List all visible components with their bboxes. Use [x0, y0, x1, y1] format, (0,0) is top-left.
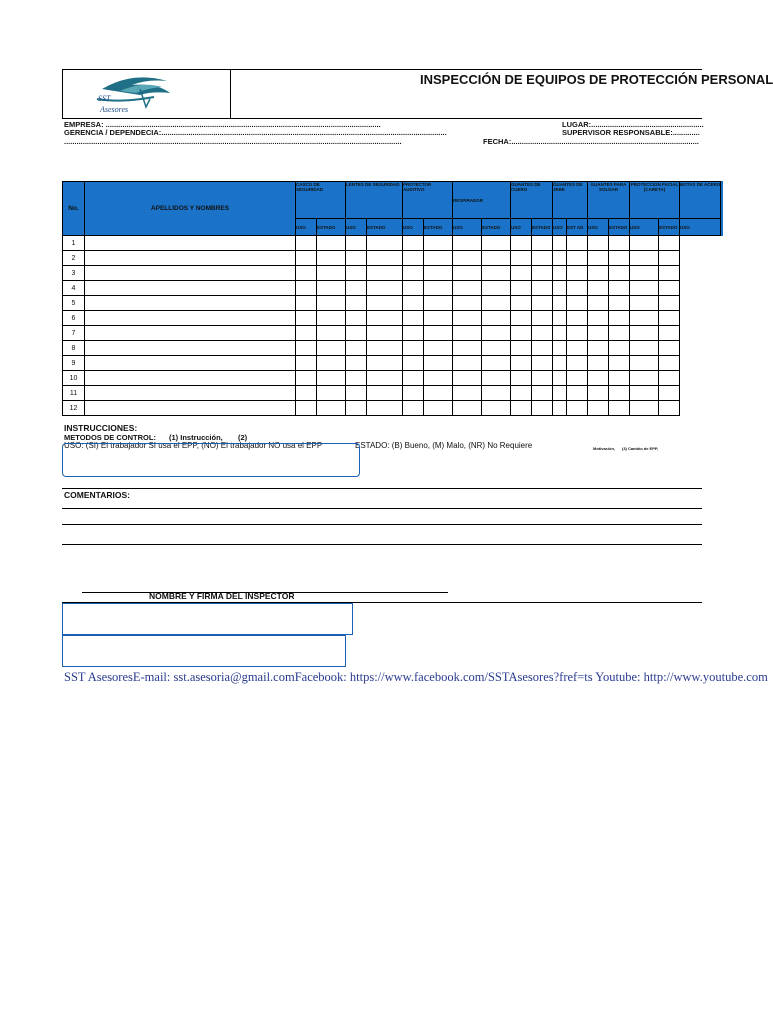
- sub-header: USO: [346, 219, 367, 236]
- col-no-header: No.: [63, 182, 85, 236]
- sub-header: USO: [511, 219, 532, 236]
- check-cell[interactable]: [317, 236, 346, 251]
- sub-header: ESTADO: [367, 219, 403, 236]
- sub-header: ESTADO: [424, 219, 453, 236]
- check-cell[interactable]: [453, 251, 482, 266]
- check-cell[interactable]: [367, 251, 403, 266]
- check-cell[interactable]: [346, 371, 367, 386]
- comment-line: [62, 524, 702, 525]
- check-cell[interactable]: [588, 341, 609, 356]
- check-cell[interactable]: [511, 326, 532, 341]
- check-cell[interactable]: [317, 341, 346, 356]
- table-body: [63, 236, 721, 416]
- group-header: RESPIRADOR: [453, 182, 511, 219]
- check-cell[interactable]: [511, 281, 532, 296]
- footer-contact: SST AsesoresE-mail: sst.asesoria@gmail.comFacebook: https://www.facebook.com/SSTAsesores?fref=ts Youtube: http://www.youtube.com: [64, 670, 768, 684]
- sub-header: ESTADO: [482, 219, 511, 236]
- check-cell[interactable]: [453, 341, 482, 356]
- group-header: PROTECCION FACIAL (CARETA): [630, 182, 680, 219]
- check-cell[interactable]: [367, 311, 403, 326]
- check-cell[interactable]: [553, 236, 567, 251]
- check-cell[interactable]: [609, 326, 630, 341]
- check-cell[interactable]: [424, 311, 453, 326]
- row-number: 4: [63, 281, 85, 296]
- check-cell[interactable]: [424, 371, 453, 386]
- table-row: [63, 371, 721, 386]
- check-cell[interactable]: [630, 251, 659, 266]
- check-cell[interactable]: [553, 386, 567, 401]
- check-cell[interactable]: [296, 266, 317, 281]
- table-row: [63, 341, 721, 356]
- check-cell[interactable]: [346, 266, 367, 281]
- check-cell[interactable]: [511, 296, 532, 311]
- signature-box: [62, 603, 353, 635]
- check-cell[interactable]: [588, 401, 609, 416]
- check-cell[interactable]: [553, 266, 567, 281]
- check-cell[interactable]: [659, 281, 680, 296]
- check-cell[interactable]: [346, 296, 367, 311]
- check-cell[interactable]: [296, 341, 317, 356]
- check-cell[interactable]: [630, 326, 659, 341]
- check-cell[interactable]: [511, 386, 532, 401]
- comment-line: [62, 544, 702, 545]
- check-cell[interactable]: [659, 356, 680, 371]
- check-cell[interactable]: [511, 356, 532, 371]
- table-row: [63, 386, 721, 401]
- check-cell[interactable]: [532, 341, 553, 356]
- check-cell[interactable]: [532, 281, 553, 296]
- check-cell[interactable]: [453, 236, 482, 251]
- check-cell[interactable]: [453, 311, 482, 326]
- check-cell[interactable]: [453, 281, 482, 296]
- check-cell[interactable]: [553, 371, 567, 386]
- check-cell[interactable]: [659, 341, 680, 356]
- check-cell[interactable]: [532, 311, 553, 326]
- check-cell[interactable]: [511, 251, 532, 266]
- logo-text-asesores: Asesores: [100, 105, 129, 114]
- metodo-2: (2): [238, 433, 248, 442]
- table-row: [63, 401, 721, 416]
- row-number: 9: [63, 356, 85, 371]
- check-cell[interactable]: [424, 356, 453, 371]
- check-cell[interactable]: [630, 401, 659, 416]
- group-header: LENTES DE SEGURIDAD: [346, 182, 403, 219]
- comment-line: [62, 508, 702, 509]
- check-cell[interactable]: [367, 341, 403, 356]
- check-cell[interactable]: [532, 296, 553, 311]
- check-cell[interactable]: [609, 311, 630, 326]
- estado-legend: ESTADO: (B) Bueno, (M) Malo, (NR) No Requiere: [355, 441, 533, 450]
- check-cell[interactable]: [317, 266, 346, 281]
- name-cell[interactable]: [85, 281, 296, 296]
- check-cell[interactable]: [453, 326, 482, 341]
- check-cell[interactable]: [588, 326, 609, 341]
- row-number: 2: [63, 251, 85, 266]
- check-cell[interactable]: [659, 296, 680, 311]
- check-cell[interactable]: [367, 296, 403, 311]
- check-cell[interactable]: [588, 296, 609, 311]
- check-cell[interactable]: [511, 311, 532, 326]
- check-cell[interactable]: [532, 326, 553, 341]
- check-cell[interactable]: [367, 266, 403, 281]
- row-number: 5: [63, 296, 85, 311]
- sub-header: USO: [630, 219, 659, 236]
- check-cell[interactable]: [567, 356, 588, 371]
- table-row: [63, 296, 721, 311]
- lugar-field[interactable]: LUGAR:......................................................: [562, 120, 704, 129]
- extra-line-field[interactable]: ..................................................................................................................................................................: [64, 137, 402, 146]
- check-cell[interactable]: [296, 236, 317, 251]
- table-row: [63, 281, 721, 296]
- check-cell[interactable]: [588, 236, 609, 251]
- check-cell[interactable]: [567, 251, 588, 266]
- page-title: INSPECCIÓN DE EQUIPOS DE PROTECCIÓN PERSONAL: [420, 72, 773, 87]
- check-cell[interactable]: [453, 401, 482, 416]
- check-cell[interactable]: [453, 296, 482, 311]
- name-cell[interactable]: [85, 341, 296, 356]
- check-cell[interactable]: [609, 356, 630, 371]
- check-cell[interactable]: [630, 236, 659, 251]
- signature-label: NOMBRE Y FIRMA DEL INSPECTOR: [149, 591, 295, 601]
- check-cell[interactable]: [317, 281, 346, 296]
- check-cell[interactable]: [296, 326, 317, 341]
- metodos-label: METODOS DE CONTROL:: [64, 433, 156, 442]
- check-cell[interactable]: [659, 401, 680, 416]
- sub-header: ESTADO: [532, 219, 553, 236]
- check-cell[interactable]: [630, 386, 659, 401]
- check-cell[interactable]: [367, 356, 403, 371]
- check-cell[interactable]: [296, 356, 317, 371]
- check-cell[interactable]: [482, 326, 511, 341]
- check-cell[interactable]: [511, 341, 532, 356]
- sub-header: USO: [403, 219, 424, 236]
- check-cell[interactable]: [553, 311, 567, 326]
- check-cell[interactable]: [482, 311, 511, 326]
- check-cell[interactable]: [482, 356, 511, 371]
- check-cell[interactable]: [659, 266, 680, 281]
- check-cell[interactable]: [346, 326, 367, 341]
- check-cell[interactable]: [403, 341, 424, 356]
- check-cell[interactable]: [453, 266, 482, 281]
- group-header: GUANTES PARA SOLDAR: [588, 182, 630, 219]
- check-cell[interactable]: [532, 386, 553, 401]
- check-cell[interactable]: [630, 296, 659, 311]
- check-cell[interactable]: [296, 296, 317, 311]
- check-cell[interactable]: [482, 251, 511, 266]
- sub-header: USO: [453, 219, 482, 236]
- check-cell[interactable]: [403, 356, 424, 371]
- name-cell[interactable]: [85, 296, 296, 311]
- check-cell[interactable]: [367, 281, 403, 296]
- check-cell[interactable]: [296, 281, 317, 296]
- check-cell[interactable]: [659, 236, 680, 251]
- gerencia-field[interactable]: GERENCIA / DEPENDECIA:.........................................................................................................................................: [64, 128, 447, 137]
- check-cell[interactable]: [346, 401, 367, 416]
- check-cell[interactable]: [609, 236, 630, 251]
- check-cell[interactable]: [511, 236, 532, 251]
- group-header: GUANTES DE CUERO: [511, 182, 553, 219]
- cambio-note: (3) Cambio de EPP,: [622, 446, 659, 451]
- group-header: PROTECTOR AUDITIVO: [403, 182, 453, 219]
- inspection-table: [62, 181, 721, 416]
- check-cell[interactable]: [630, 281, 659, 296]
- check-cell[interactable]: [403, 236, 424, 251]
- check-cell[interactable]: [482, 296, 511, 311]
- check-cell[interactable]: [532, 266, 553, 281]
- check-cell[interactable]: [317, 386, 346, 401]
- check-cell[interactable]: [424, 236, 453, 251]
- check-cell[interactable]: [317, 251, 346, 266]
- check-cell[interactable]: [588, 281, 609, 296]
- row-number: 12: [63, 401, 85, 416]
- check-cell[interactable]: [403, 296, 424, 311]
- check-cell[interactable]: [630, 266, 659, 281]
- name-cell[interactable]: [85, 236, 296, 251]
- check-cell[interactable]: [317, 296, 346, 311]
- check-cell[interactable]: [482, 281, 511, 296]
- group-header: BOTAS DE ACERO: [680, 182, 721, 219]
- check-cell[interactable]: [317, 326, 346, 341]
- check-cell[interactable]: [424, 401, 453, 416]
- divider: [62, 488, 702, 489]
- fecha-field[interactable]: FECHA:..........................................................................................: [483, 137, 699, 146]
- check-cell[interactable]: [659, 371, 680, 386]
- check-cell[interactable]: [296, 386, 317, 401]
- check-cell[interactable]: [609, 386, 630, 401]
- check-cell[interactable]: [609, 281, 630, 296]
- motivacion-note: Motivación,: [593, 446, 616, 451]
- row-number: 6: [63, 311, 85, 326]
- check-cell[interactable]: [588, 386, 609, 401]
- check-cell[interactable]: [532, 371, 553, 386]
- check-cell[interactable]: [553, 326, 567, 341]
- check-cell[interactable]: [567, 401, 588, 416]
- check-cell[interactable]: [511, 401, 532, 416]
- check-cell[interactable]: [482, 266, 511, 281]
- metodo-1: (1) Instrucción,: [169, 433, 223, 442]
- table-row: [63, 311, 721, 326]
- check-cell[interactable]: [609, 341, 630, 356]
- check-cell[interactable]: [346, 356, 367, 371]
- check-cell[interactable]: [317, 311, 346, 326]
- name-cell[interactable]: [85, 386, 296, 401]
- check-cell[interactable]: [609, 401, 630, 416]
- uso-legend: USO: (SI) El trabajador SI usa el EPP, (NO) El trabajador NO usa el EPP: [64, 441, 323, 450]
- check-cell[interactable]: [346, 251, 367, 266]
- check-cell[interactable]: [482, 401, 511, 416]
- check-cell[interactable]: [296, 371, 317, 386]
- check-cell[interactable]: [482, 371, 511, 386]
- check-cell[interactable]: [567, 341, 588, 356]
- check-cell[interactable]: [567, 386, 588, 401]
- check-cell[interactable]: [424, 251, 453, 266]
- name-cell[interactable]: [85, 251, 296, 266]
- check-cell[interactable]: [403, 386, 424, 401]
- check-cell[interactable]: [567, 266, 588, 281]
- group-header: GUANTES DE JEBE: [553, 182, 588, 219]
- check-cell[interactable]: [567, 281, 588, 296]
- check-cell[interactable]: [567, 311, 588, 326]
- check-cell[interactable]: [453, 386, 482, 401]
- check-cell[interactable]: [296, 401, 317, 416]
- check-cell[interactable]: [317, 356, 346, 371]
- logo-icon: [62, 69, 231, 119]
- table-row: [63, 251, 721, 266]
- check-cell[interactable]: [403, 371, 424, 386]
- check-cell[interactable]: [424, 266, 453, 281]
- row-number: 7: [63, 326, 85, 341]
- check-cell[interactable]: [482, 236, 511, 251]
- check-cell[interactable]: [553, 281, 567, 296]
- check-cell[interactable]: [659, 326, 680, 341]
- supervisor-field[interactable]: SUPERVISOR RESPONSABLE:.............: [562, 128, 700, 137]
- check-cell[interactable]: [609, 251, 630, 266]
- check-cell[interactable]: [424, 341, 453, 356]
- check-cell[interactable]: [659, 386, 680, 401]
- check-cell[interactable]: [609, 371, 630, 386]
- check-cell[interactable]: [296, 251, 317, 266]
- col-names-header: APELLIDOS Y NOMBRES: [85, 182, 296, 236]
- name-cell[interactable]: [85, 356, 296, 371]
- check-cell[interactable]: [346, 386, 367, 401]
- check-cell[interactable]: [588, 356, 609, 371]
- group-header: CASCO DE SEGURIDAD: [296, 182, 346, 219]
- sub-header: ESTADO: [317, 219, 346, 236]
- check-cell[interactable]: [424, 296, 453, 311]
- check-cell[interactable]: [367, 326, 403, 341]
- row-number: 3: [63, 266, 85, 281]
- check-cell[interactable]: [424, 386, 453, 401]
- row-number: 1: [63, 236, 85, 251]
- name-cell[interactable]: [85, 266, 296, 281]
- name-cell[interactable]: [85, 401, 296, 416]
- check-cell[interactable]: [453, 371, 482, 386]
- check-cell[interactable]: [367, 386, 403, 401]
- empresa-field[interactable]: EMPRESA: ....................................................................................................................................: [64, 120, 381, 129]
- check-cell[interactable]: [553, 296, 567, 311]
- check-cell[interactable]: [403, 266, 424, 281]
- check-cell[interactable]: [609, 266, 630, 281]
- check-cell[interactable]: [367, 401, 403, 416]
- name-cell[interactable]: [85, 371, 296, 386]
- check-cell[interactable]: [403, 281, 424, 296]
- check-cell[interactable]: [532, 356, 553, 371]
- sub-header: ESTADO: [659, 219, 680, 236]
- check-cell[interactable]: [403, 401, 424, 416]
- check-cell[interactable]: [630, 341, 659, 356]
- check-cell[interactable]: [346, 281, 367, 296]
- check-cell[interactable]: [424, 281, 453, 296]
- check-cell[interactable]: [630, 311, 659, 326]
- check-cell[interactable]: [532, 251, 553, 266]
- table-row: [63, 236, 721, 251]
- name-cell[interactable]: [85, 311, 296, 326]
- check-cell[interactable]: [346, 236, 367, 251]
- sub-header: ESTADO: [609, 219, 630, 236]
- row-number: 8: [63, 341, 85, 356]
- check-cell[interactable]: [317, 371, 346, 386]
- instructions-heading: INSTRUCCIONES:: [64, 423, 138, 433]
- check-cell[interactable]: [346, 311, 367, 326]
- check-cell[interactable]: [424, 326, 453, 341]
- table-row: [63, 356, 721, 371]
- sub-header: USO: [588, 219, 609, 236]
- check-cell[interactable]: [346, 341, 367, 356]
- check-cell[interactable]: [567, 236, 588, 251]
- logo-cell: [62, 69, 231, 119]
- logo-text-sst: SST: [98, 94, 111, 103]
- check-cell[interactable]: [511, 371, 532, 386]
- check-cell[interactable]: [367, 236, 403, 251]
- check-cell[interactable]: [403, 311, 424, 326]
- check-cell[interactable]: [588, 371, 609, 386]
- check-cell[interactable]: [553, 401, 567, 416]
- table-row: [63, 266, 721, 281]
- check-cell[interactable]: [567, 371, 588, 386]
- sub-header: USO: [553, 219, 567, 236]
- check-cell[interactable]: [609, 296, 630, 311]
- check-cell[interactable]: [453, 356, 482, 371]
- table-row: [63, 326, 721, 341]
- check-cell[interactable]: [630, 371, 659, 386]
- check-cell[interactable]: [567, 326, 588, 341]
- check-cell[interactable]: [403, 326, 424, 341]
- check-cell[interactable]: [532, 401, 553, 416]
- check-cell[interactable]: [553, 356, 567, 371]
- check-cell[interactable]: [553, 341, 567, 356]
- check-cell[interactable]: [296, 311, 317, 326]
- name-cell[interactable]: [85, 326, 296, 341]
- check-cell[interactable]: [630, 356, 659, 371]
- check-cell[interactable]: [553, 251, 567, 266]
- check-cell[interactable]: [588, 266, 609, 281]
- row-number: 11: [63, 386, 85, 401]
- comments-heading: COMENTARIOS:: [64, 490, 130, 500]
- sub-header: USO: [680, 219, 721, 236]
- check-cell[interactable]: [511, 266, 532, 281]
- check-cell[interactable]: [317, 401, 346, 416]
- row-number: 10: [63, 371, 85, 386]
- sub-header: EST AD: [567, 219, 588, 236]
- check-cell[interactable]: [403, 251, 424, 266]
- check-cell[interactable]: [659, 311, 680, 326]
- check-cell[interactable]: [532, 236, 553, 251]
- check-cell[interactable]: [567, 296, 588, 311]
- legend-box: [62, 443, 360, 477]
- sub-header: USO: [296, 219, 317, 236]
- signature-box: [62, 635, 346, 667]
- check-cell[interactable]: [367, 371, 403, 386]
- check-cell[interactable]: [482, 386, 511, 401]
- check-cell[interactable]: [588, 311, 609, 326]
- check-cell[interactable]: [659, 251, 680, 266]
- check-cell[interactable]: [588, 251, 609, 266]
- check-cell[interactable]: [482, 341, 511, 356]
